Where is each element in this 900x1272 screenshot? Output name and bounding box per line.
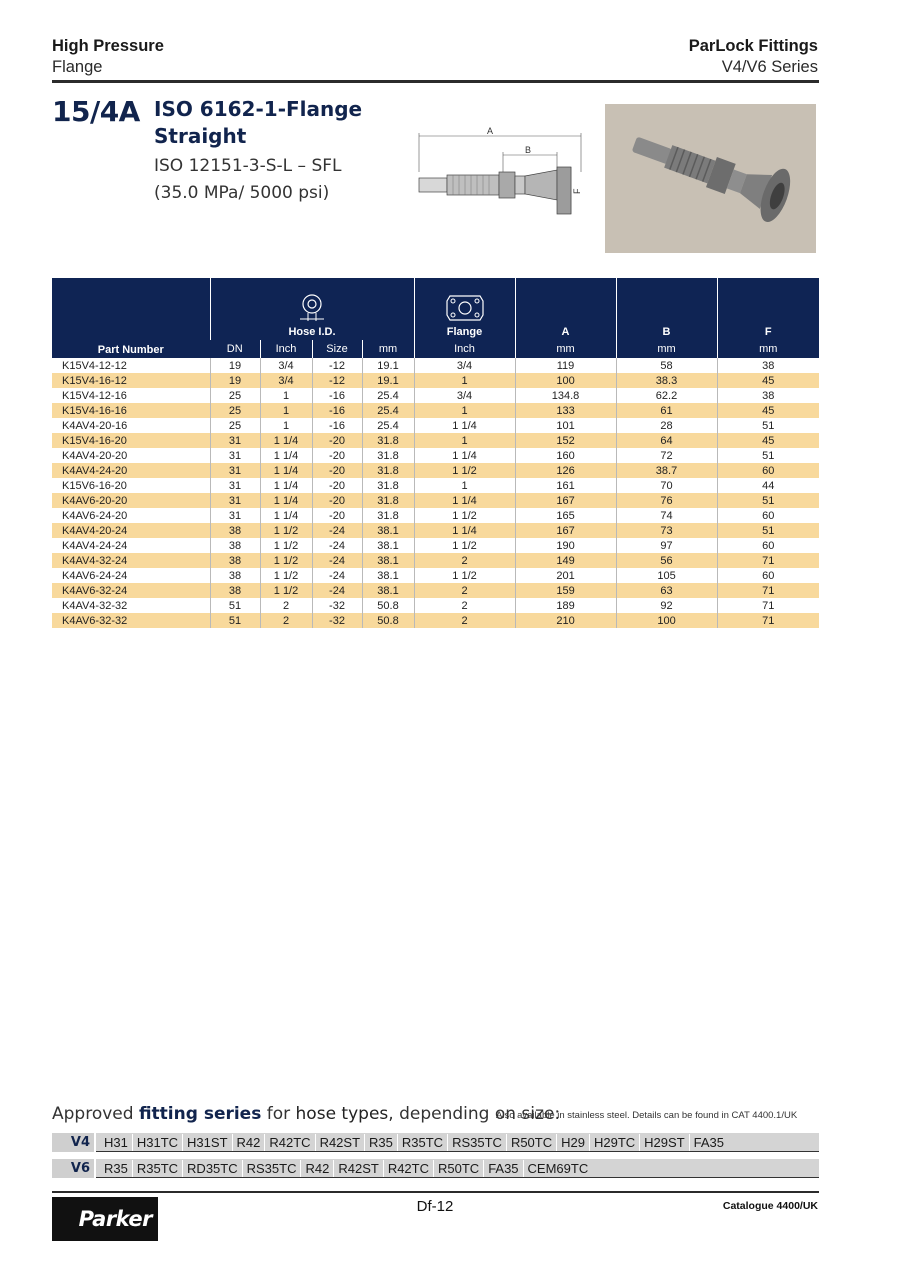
table-row	[52, 403, 819, 418]
cell-part-number: K4AV6-24-24	[62, 569, 128, 582]
cell-dn: 25	[210, 388, 260, 403]
cell-b: 56	[616, 553, 717, 568]
approved-text-hose-types: hose types	[295, 1104, 389, 1124]
series-tag-v6: V6	[52, 1159, 94, 1178]
cell-f: 71	[717, 583, 819, 598]
cell-b: 97	[616, 538, 717, 553]
cell-size: -20	[312, 433, 362, 448]
cell-a: 201	[515, 568, 616, 583]
series-hose-list-v4	[96, 1133, 819, 1152]
product-spec-line2: (35.0 MPa/ 5000 psi)	[154, 183, 330, 203]
table-row	[52, 478, 819, 493]
cell-a: 167	[515, 523, 616, 538]
cell-inch: 1 1/2	[260, 583, 312, 598]
cell-b: 28	[616, 418, 717, 433]
cell-size: -20	[312, 493, 362, 508]
cell-size: -16	[312, 388, 362, 403]
cell-f: 51	[717, 493, 819, 508]
cell-inch: 1	[260, 403, 312, 418]
col-header-b: B	[616, 278, 717, 340]
cell-b: 73	[616, 523, 717, 538]
page-number: Df-12	[416, 1198, 454, 1215]
cell-dn: 31	[210, 493, 260, 508]
hose-type: R42ST	[334, 1160, 383, 1177]
cell-inch: 2	[260, 598, 312, 613]
cell-flange: 1 1/4	[414, 493, 515, 508]
cell-b: 62.2	[616, 388, 717, 403]
approved-text-3: for	[261, 1104, 296, 1124]
cell-mm: 31.8	[362, 478, 414, 493]
cell-flange: 2	[414, 553, 515, 568]
spec-table	[52, 278, 819, 628]
hose-type: R42	[233, 1134, 266, 1151]
cell-dn: 31	[210, 463, 260, 478]
table-row	[52, 418, 819, 433]
cell-f: 45	[717, 373, 819, 388]
subheader-flange-inch: Inch	[414, 340, 515, 358]
table-row	[52, 358, 819, 373]
cell-dn: 19	[210, 358, 260, 373]
cell-f: 71	[717, 553, 819, 568]
approved-text-1: Approved	[52, 1104, 139, 1124]
cell-flange: 1	[414, 403, 515, 418]
hose-type: H29TC	[590, 1134, 640, 1151]
cell-flange: 1	[414, 478, 515, 493]
cell-inch: 1 1/2	[260, 538, 312, 553]
cell-f: 44	[717, 478, 819, 493]
cell-mm: 38.1	[362, 523, 414, 538]
cell-mm: 31.8	[362, 508, 414, 523]
cell-a: 165	[515, 508, 616, 523]
cell-flange: 1 1/2	[414, 538, 515, 553]
cell-f: 45	[717, 403, 819, 418]
cell-dn: 38	[210, 553, 260, 568]
hose-id-label: Hose I.D.	[288, 326, 336, 338]
cell-size: -16	[312, 403, 362, 418]
cell-dn: 38	[210, 583, 260, 598]
cell-dn: 25	[210, 418, 260, 433]
table-row	[52, 523, 819, 538]
parker-logo: Parker	[52, 1197, 158, 1241]
cell-mm: 38.1	[362, 568, 414, 583]
cell-size: -24	[312, 538, 362, 553]
cell-size: -12	[312, 373, 362, 388]
cell-mm: 19.1	[362, 373, 414, 388]
cell-a: 190	[515, 538, 616, 553]
cell-dn: 31	[210, 478, 260, 493]
subheader-size: Size	[312, 340, 362, 358]
cell-f: 60	[717, 463, 819, 478]
cell-part-number: K15V4-16-20	[52, 433, 210, 448]
cell-flange: 3/4	[414, 358, 515, 373]
cell-mm: 25.4	[362, 403, 414, 418]
cell-flange: 1 1/2	[414, 508, 515, 523]
table-row	[52, 583, 819, 598]
section-subtitle: Flange	[52, 58, 103, 76]
cell-f: 60	[717, 568, 819, 583]
cell-size: -32	[312, 613, 362, 628]
series-row-v4	[52, 1133, 819, 1152]
cell-part-number: K15V4-16-12	[52, 373, 210, 388]
cell-size: -20	[312, 478, 362, 493]
footer-divider	[52, 1191, 819, 1193]
product-code: 15/4A	[52, 95, 140, 128]
hose-type: H31TC	[133, 1134, 183, 1151]
cell-dn: 38	[210, 568, 260, 583]
product-spec	[154, 153, 342, 207]
series-tag-v4: V4	[52, 1133, 94, 1152]
cell-inch: 1 1/2	[260, 553, 312, 568]
flange-label: Flange	[446, 326, 483, 338]
cell-a: 119	[515, 358, 616, 373]
cell-size: -24	[312, 553, 362, 568]
table-row	[52, 538, 819, 553]
hose-type: FA35	[693, 1134, 724, 1150]
cell-flange: 1 1/2	[414, 568, 515, 583]
product-spec-line1: ISO 12151-3-S-L – SFL	[154, 156, 342, 176]
approved-text-fitting-series: fitting series	[138, 1104, 262, 1124]
subheader-a-mm: mm	[515, 340, 616, 358]
cell-flange: 1	[414, 373, 515, 388]
hose-type: FA35	[484, 1160, 523, 1177]
flange-icon	[444, 293, 486, 323]
cell-flange: 2	[414, 613, 515, 628]
hose-type: R35	[365, 1134, 398, 1151]
cell-mm: 38.1	[362, 538, 414, 553]
dim-label-f: F	[572, 188, 582, 194]
cell-dn: 38	[210, 538, 260, 553]
hose-type: R35TC	[133, 1160, 183, 1177]
approved-series-heading	[52, 1104, 560, 1124]
cell-a: 160	[515, 448, 616, 463]
dim-label-b: B	[525, 145, 532, 155]
cell-inch: 1 1/2	[260, 568, 312, 583]
cell-b: 38.7	[616, 463, 717, 478]
cell-flange: 1 1/4	[414, 523, 515, 538]
cell-b: 70	[616, 478, 717, 493]
cell-mm: 31.8	[362, 463, 414, 478]
cell-b: 64	[616, 433, 717, 448]
col-header-hose-id	[210, 278, 414, 340]
cell-dn: 31	[210, 448, 260, 463]
product-title	[154, 96, 362, 150]
cell-size: -24	[312, 568, 362, 583]
cell-mm: 31.8	[362, 493, 414, 508]
cell-inch: 1 1/4	[260, 478, 312, 493]
hose-type: R42ST	[316, 1134, 365, 1151]
cell-b: 63	[616, 583, 717, 598]
cell-flange: 1 1/2	[414, 463, 515, 478]
cell-inch: 1 1/4	[260, 433, 312, 448]
cell-mm: 19.1	[362, 358, 414, 373]
hose-type: R50TC	[507, 1134, 557, 1151]
table-row	[52, 463, 819, 478]
table-row	[52, 553, 819, 568]
cell-size: -24	[312, 523, 362, 538]
cell-dn: 25	[210, 403, 260, 418]
hose-type: H31ST	[183, 1134, 232, 1151]
series-subtitle: V4/V6 Series	[721, 58, 818, 76]
cell-b: 72	[616, 448, 717, 463]
cell-dn: 31	[210, 433, 260, 448]
header-divider	[52, 80, 819, 83]
stainless-note: Also available in stainless steel. Details can be found in CAT 4400.1/UK	[496, 1110, 798, 1121]
cell-a: 133	[515, 403, 616, 418]
cell-part-number: K4AV4-32-32	[62, 599, 128, 612]
cell-inch: 1 1/4	[260, 463, 312, 478]
cell-inch: 1 1/2	[260, 523, 312, 538]
cell-part-number: K4AV6-20-20	[52, 493, 210, 508]
col-header-a: A	[515, 278, 616, 340]
cell-part-number: K15V4-16-16	[52, 403, 210, 418]
col-header-f: F	[717, 278, 819, 340]
hose-type: R42TC	[384, 1160, 434, 1177]
cell-dn: 51	[210, 598, 260, 613]
header-left	[52, 36, 164, 78]
product-line-title: ParLock Fittings	[688, 37, 818, 55]
cell-f: 60	[717, 508, 819, 523]
series-row-v6	[52, 1159, 819, 1178]
hose-type: RS35TC	[448, 1134, 507, 1151]
table-row	[52, 568, 819, 583]
hose-type: H29ST	[640, 1134, 689, 1151]
subheader-b-mm: mm	[616, 340, 717, 358]
cell-size: -16	[312, 418, 362, 433]
cell-f: 38	[717, 358, 819, 373]
cell-flange: 2	[414, 598, 515, 613]
cell-mm: 31.8	[362, 433, 414, 448]
cell-inch: 1	[260, 418, 312, 433]
cell-a: 149	[515, 553, 616, 568]
cell-b: 92	[616, 598, 717, 613]
cell-mm: 50.8	[362, 598, 414, 613]
table-row	[52, 373, 819, 388]
cell-part-number: K15V4-12-12	[62, 359, 127, 372]
cell-mm: 25.4	[362, 418, 414, 433]
cell-size: -32	[312, 598, 362, 613]
cell-size: -24	[312, 583, 362, 598]
table-row	[52, 613, 819, 628]
cell-mm: 25.4	[362, 388, 414, 403]
cell-mm: 38.1	[362, 553, 414, 568]
cell-mm: 50.8	[362, 613, 414, 628]
cell-a: 161	[515, 478, 616, 493]
cell-flange: 1	[414, 433, 515, 448]
cell-b: 58	[616, 358, 717, 373]
subheader-mm: mm	[362, 340, 414, 358]
header-right	[689, 36, 818, 78]
cell-f: 51	[717, 523, 819, 538]
cell-part-number: K4AV4-20-20	[62, 449, 128, 462]
table-row	[52, 493, 819, 508]
cell-flange: 1 1/4	[414, 418, 515, 433]
cell-inch: 1 1/4	[260, 493, 312, 508]
fitting-dimension-drawing	[415, 122, 595, 222]
cell-mm: 31.8	[362, 448, 414, 463]
cell-flange: 3/4	[414, 388, 515, 403]
cell-dn: 19	[210, 373, 260, 388]
hose-type: H31	[100, 1134, 133, 1151]
cell-mm: 38.1	[362, 583, 414, 598]
cell-f: 60	[717, 538, 819, 553]
cell-a: 167	[515, 493, 616, 508]
cell-inch: 1 1/4	[260, 448, 312, 463]
cell-flange: 1 1/4	[414, 448, 515, 463]
cell-part-number: K4AV6-24-20	[62, 509, 128, 522]
cell-size: -20	[312, 508, 362, 523]
cell-b: 38.3	[616, 373, 717, 388]
hose-id-icon	[292, 293, 332, 323]
cell-a: 126	[515, 463, 616, 478]
table-row	[52, 598, 819, 613]
subheader-inch: Inch	[260, 340, 312, 358]
cell-a: 100	[515, 373, 616, 388]
cell-a: 189	[515, 598, 616, 613]
spec-table-body	[52, 358, 819, 628]
product-title-line1: ISO 6162-1-Flange	[154, 97, 363, 121]
cell-f: 38	[717, 388, 819, 403]
series-hose-list-v6	[96, 1159, 819, 1178]
cell-inch: 3/4	[260, 373, 312, 388]
cell-size: -20	[312, 448, 362, 463]
cell-dn: 38	[210, 523, 260, 538]
subheader-f-mm: mm	[717, 340, 819, 358]
cell-part-number: K4AV4-24-24	[62, 539, 128, 552]
cell-part-number: K4AV6-32-24	[52, 583, 210, 598]
cell-part-number: K15V6-16-20	[62, 479, 127, 492]
fitting-photo	[605, 104, 816, 253]
approved-text-5: , depending on size:	[388, 1104, 561, 1124]
catalogue-reference: Catalogue 4400/UK	[722, 1200, 818, 1212]
hose-type: R35TC	[398, 1134, 448, 1151]
cell-inch: 1 1/4	[260, 508, 312, 523]
cell-f: 45	[717, 433, 819, 448]
cell-b: 100	[616, 613, 717, 628]
cell-a: 134.8	[515, 388, 616, 403]
hose-type: R42	[301, 1160, 334, 1177]
cell-flange: 2	[414, 583, 515, 598]
cell-f: 51	[717, 448, 819, 463]
hose-type: RS35TC	[243, 1160, 302, 1177]
cell-f: 71	[717, 613, 819, 628]
col-header-flange	[414, 278, 515, 340]
cell-dn: 51	[210, 613, 260, 628]
section-title: High Pressure	[52, 37, 164, 55]
cell-inch: 3/4	[260, 358, 312, 373]
cell-inch: 1	[260, 388, 312, 403]
hose-type: R35	[100, 1160, 133, 1177]
cell-a: 101	[515, 418, 616, 433]
cell-inch: 2	[260, 613, 312, 628]
hose-type: R50TC	[434, 1160, 484, 1177]
cell-part-number: K4AV4-32-24	[52, 553, 210, 568]
hose-type: R42TC	[265, 1134, 315, 1151]
cell-part-number: K4AV4-20-24	[52, 523, 210, 538]
hose-type: H29	[557, 1134, 590, 1151]
table-row	[52, 508, 819, 523]
cell-a: 210	[515, 613, 616, 628]
cell-b: 74	[616, 508, 717, 523]
table-row	[52, 448, 819, 463]
subheader-dn: DN	[210, 340, 260, 358]
cell-size: -12	[312, 358, 362, 373]
cell-b: 105	[616, 568, 717, 583]
cell-part-number: K4AV4-24-20	[52, 463, 210, 478]
cell-b: 76	[616, 493, 717, 508]
hose-type: RD35TC	[183, 1160, 243, 1177]
hose-type: CEM69TC	[527, 1160, 589, 1176]
cell-b: 61	[616, 403, 717, 418]
table-row	[52, 433, 819, 448]
dim-label-a: A	[487, 126, 494, 136]
cell-part-number: K4AV6-32-32	[52, 613, 210, 628]
product-title-line2: Straight	[154, 124, 247, 148]
cell-f: 71	[717, 598, 819, 613]
cell-size: -20	[312, 463, 362, 478]
col-header-part-number: Part Number	[52, 278, 210, 358]
table-row	[52, 388, 819, 403]
cell-part-number: K15V4-12-16	[62, 389, 127, 402]
cell-part-number: K4AV4-20-16	[62, 419, 128, 432]
cell-a: 159	[515, 583, 616, 598]
cell-dn: 31	[210, 508, 260, 523]
cell-f: 51	[717, 418, 819, 433]
cell-a: 152	[515, 433, 616, 448]
